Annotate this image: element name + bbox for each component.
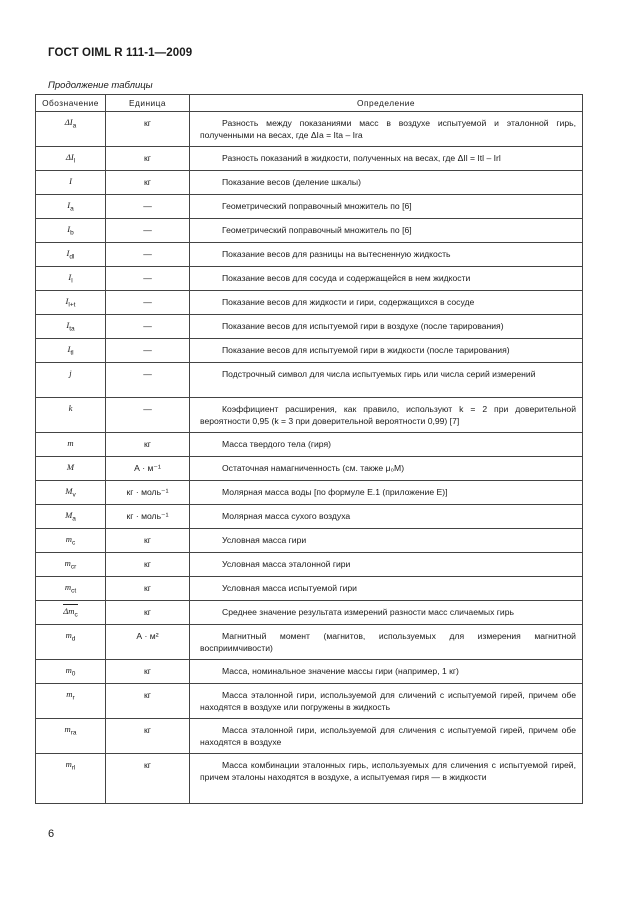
definition-text: Разность между показаниями масс в воздухе испытуемой и эталонной гирь, полученными на весах, где ΔIa = Ita – Ira [200,118,576,141]
definition-cell [190,719,583,754]
symbol-subscript: a [70,205,74,213]
definition-cell [190,660,583,684]
definition-cell [190,457,583,481]
definition-cell [190,505,583,529]
definition-text: Условная масса испытуемой гири [222,583,357,593]
table-row [36,315,583,339]
symbol-text: m [64,582,72,592]
symbol-cell [36,553,106,577]
table-row [36,171,583,195]
definition-cell [190,601,583,625]
unit-cell: кг [106,601,190,625]
symbol-subscript: l [71,277,73,285]
definition-cell [190,625,583,660]
symbol-text: M [65,510,73,520]
definition-text: Масса эталонной гири, используемой для сличений с испытуемой гирей, причем обе находятся в воздухе или погружены в жидкость [200,690,576,713]
definition-cell [190,398,583,433]
symbol-subscript: rl [71,764,76,772]
symbol-subscript: tl [70,349,74,357]
table-row [36,719,583,754]
symbol-cell [36,363,106,398]
unit-cell: кг · моль⁻¹ [106,505,190,529]
unit-cell: кг · моль⁻¹ [106,481,190,505]
column-header-symbol: Обозначение [36,95,106,112]
definition-text: Условная масса эталонной гири [222,559,351,569]
table-body [36,112,583,804]
definition-cell [190,529,583,553]
symbol-cell [36,339,106,363]
definition-text: Показание весов для жидкости и гири, содержащихся в сосуде [222,297,475,307]
symbol-text: j [69,368,72,378]
definition-cell [190,267,583,291]
symbol-cell [36,267,106,291]
symbol-text: I [67,224,71,234]
symbol-text: m [66,689,73,699]
unit-cell: — [106,398,190,433]
unit-cell: А · м⁻¹ [106,457,190,481]
definition-text: Масса, номинальное значение массы гири (например, 1 кг) [222,666,459,676]
column-header-definition: Определение [190,95,583,112]
definition-text: Показание весов для испытуемой гири в воздухе (после тарирования) [222,321,504,331]
symbol-cell [36,754,106,804]
table-row [36,267,583,291]
unit-cell: А · м² [106,625,190,660]
definition-cell [190,339,583,363]
table-row [36,754,583,804]
unit-cell: — [106,339,190,363]
table-row [36,398,583,433]
table-row [36,505,583,529]
symbol-text: m [64,724,71,734]
symbol-subscript: l+t [68,301,76,309]
unit-cell: — [106,195,190,219]
symbol-cell [36,481,106,505]
definition-text: Подстрочный символ для числа испытуемых гирь или числа серий измерений [222,369,536,379]
symbol-cell [36,601,106,625]
symbol-subscript: a [72,122,77,130]
table-caption: Продолжение таблицы [48,80,153,91]
symbol-subscript: ct [71,587,77,595]
unit-cell: кг [106,754,190,804]
symbol-text: Δm [63,606,75,616]
unit-cell: — [106,291,190,315]
definition-cell [190,481,583,505]
symbol-subscript: v [72,491,76,499]
definition-cell [190,147,583,171]
symbol-text: m [65,759,72,769]
symbol-text: m [65,534,72,544]
symbol-cell [36,398,106,433]
unit-cell: — [106,219,190,243]
unit-cell: — [106,363,190,398]
symbol-subscript: 0 [71,670,76,678]
table-row [36,601,583,625]
unit-cell: кг [106,577,190,601]
definition-text: Масса эталонной гири, используемой для сличения с испытуемой гирей, причем обе находятся в воздухе [200,725,576,748]
definition-cell [190,577,583,601]
definitions-table [35,94,583,804]
symbol-subscript: r [72,694,75,702]
symbol-subscript: ta [69,325,75,333]
symbol-text: I [67,344,71,354]
symbol-subscript: b [70,229,74,237]
unit-cell: — [106,243,190,267]
symbol-cell [36,577,106,601]
definition-text: Магнитный момент (магнитов, используемых для измерения магнитной восприимчивости) [200,631,576,654]
definition-text: Коэффициент расширения, как правило, используют k = 2 при доверительной вероятности 0,95 (k = 3 при доверительной вероятности 0,99) [7] [200,404,576,427]
table-row [36,553,583,577]
symbol-text: m [64,558,71,568]
symbol-cell [36,660,106,684]
symbol-text: ΔI [65,152,74,162]
definition-text: Показание весов для испытуемой гири в жидкости (после тарирования) [222,345,510,355]
symbol-subscript: cr [70,563,77,571]
definition-cell [190,195,583,219]
definition-cell [190,754,583,804]
page-number: 6 [48,828,55,840]
symbol-cell [36,684,106,719]
unit-cell: — [106,267,190,291]
table-row [36,363,583,398]
symbol-subscript: ra [70,729,77,737]
column-header-unit: Единица [106,95,190,112]
table-row [36,195,583,219]
table-row [36,577,583,601]
definition-cell [190,112,583,147]
symbol-subscript: a [72,515,76,523]
symbol-text: M [65,486,73,496]
definition-text: Масса комбинации эталонных гирь, используемых для сличения с испытуемой гирей, причем эталоны находятся в воздухе, а испытуемая гиря — в жидкости [200,760,576,783]
table-row [36,529,583,553]
symbol-cell [36,171,106,195]
symbol-text: I [65,296,69,306]
symbol-cell [36,112,106,147]
unit-cell: кг [106,433,190,457]
definition-cell [190,363,583,398]
symbol-cell [36,433,106,457]
symbol-cell [36,457,106,481]
unit-cell: кг [106,553,190,577]
symbol-text: ΔI [64,117,73,127]
definition-cell [190,553,583,577]
table-row [36,147,583,171]
symbol-cell [36,719,106,754]
definition-cell [190,315,583,339]
symbol-text: m [65,665,72,675]
symbol-subscript: l [73,157,76,165]
unit-cell: кг [106,112,190,147]
table-row [36,625,583,660]
definition-cell [190,243,583,267]
table-row [36,339,583,363]
table-header-row [36,95,583,112]
definition-text: Геометрический поправочный множитель по [6] [222,201,412,211]
definition-text: Показание весов для разницы на вытесненную жидкость [222,249,451,259]
symbol-cell [36,625,106,660]
unit-cell: кг [106,660,190,684]
symbol-cell [36,147,106,171]
table-row [36,457,583,481]
symbol-cell [36,315,106,339]
symbol-text: m [67,438,74,448]
symbol-cell [36,219,106,243]
definition-cell [190,433,583,457]
symbol-subscript: d [71,635,76,643]
symbol-cell [36,243,106,267]
table-row [36,433,583,457]
table-row [36,481,583,505]
definition-text: Условная масса гири [222,535,307,545]
symbol-cell [36,291,106,315]
definition-text: Показание весов (деление шкалы) [222,177,361,187]
symbol-text: M [66,462,75,472]
symbol-text: I [67,200,71,210]
unit-cell: кг [106,147,190,171]
unit-cell: кг [106,719,190,754]
symbol-text: m [65,630,72,640]
table-row [36,112,583,147]
definition-cell [190,171,583,195]
table-row [36,684,583,719]
symbol-text: I [68,272,72,282]
definition-text: Разность показаний в жидкости, полученных на весах, где ΔIl = Itl – Irl [222,153,501,163]
symbol-subscript: c [74,611,78,619]
table-row [36,291,583,315]
table-row [36,660,583,684]
symbol-subscript: c [71,539,76,547]
definition-text: Геометрический поправочный множитель по [6] [222,225,412,235]
symbol-subscript: dl [69,253,75,261]
definition-text: Молярная масса воды [по формуле Е.1 (приложение Е)] [222,487,448,497]
symbol-cell [36,195,106,219]
symbol-cell [36,529,106,553]
unit-cell: кг [106,529,190,553]
symbol-text: I [66,248,70,258]
definition-cell [190,684,583,719]
table-row [36,219,583,243]
table-row [36,243,583,267]
symbol-text: I [69,176,72,186]
definition-text: Остаточная намагниченность (см. также μ₀M) [222,463,405,473]
definition-text: Среднее значение результата измерений разности масс сличаемых гирь [222,607,514,617]
unit-cell: — [106,315,190,339]
unit-cell: кг [106,684,190,719]
definition-text: Молярная масса сухого воздуха [222,511,351,521]
symbol-cell [36,505,106,529]
definition-cell [190,219,583,243]
symbol-text: I [66,320,70,330]
document-header: ГОСТ OIML R 111-1—2009 [48,47,193,59]
definition-cell [190,291,583,315]
symbol-text: k [68,403,73,413]
definition-text: Масса твердого тела (гиря) [222,439,331,449]
definition-text: Показание весов для сосуда и содержащейся в нем жидкости [222,273,471,283]
unit-cell: кг [106,171,190,195]
